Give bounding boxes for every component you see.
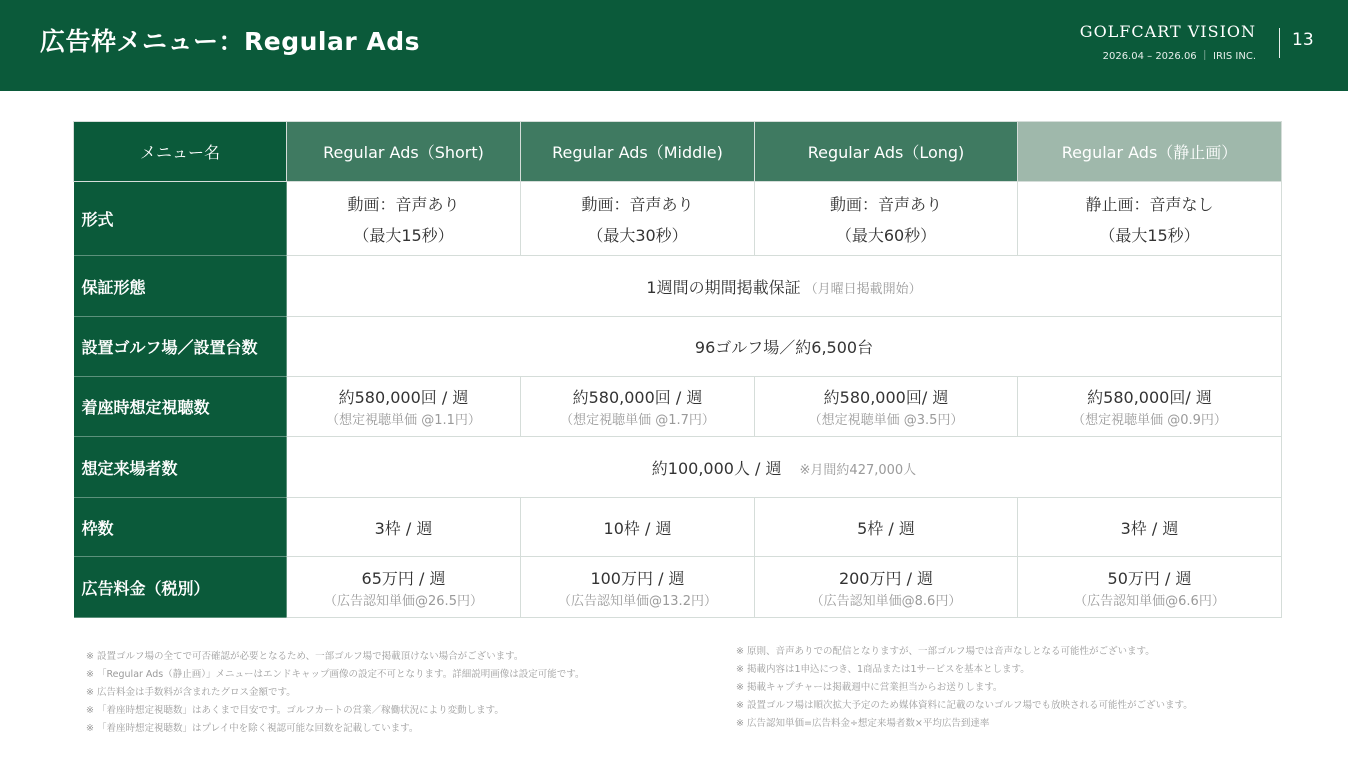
format-cell xyxy=(287,182,521,256)
price-unit: （広告認知単価@26.5円） xyxy=(324,593,483,609)
footnotes-right xyxy=(736,643,1193,733)
price-cell xyxy=(755,557,1018,618)
views-value: 約580,000回/ 週 xyxy=(823,388,949,407)
views-unit-price: （想定視聴単価 @0.9円） xyxy=(1072,413,1227,428)
slots-cell: 10枠 / 週 xyxy=(521,498,755,557)
format-cell xyxy=(1018,182,1282,256)
row-views xyxy=(74,377,1282,437)
column-still: Regular Ads（静止画） xyxy=(1018,122,1282,182)
column-long: Regular Ads（Long) xyxy=(755,122,1018,182)
price-value: 50万円 / 週 xyxy=(1107,568,1192,588)
views-cell xyxy=(521,377,755,437)
footnote: ※ 「着座時想定視聴数」はあくまで目安です。ゴルフカートの営業／稼働状況により変動します。 xyxy=(86,705,504,716)
guarantee-note: （月曜日掲載開始） xyxy=(804,281,922,297)
price-unit: （広告認知単価@6.6円） xyxy=(1074,593,1225,609)
row-label-format: 形式 xyxy=(74,182,287,256)
row-label-guarantee: 保証形態 xyxy=(74,256,287,317)
footnote: ※ 「Regular Ads（静止画）」メニューはエンドキャップ画像の設定不可となります。詳細説明画像は設定可能です。 xyxy=(86,669,585,680)
slots-cell: 5枠 / 週 xyxy=(755,498,1018,557)
views-value: 約580,000回/ 週 xyxy=(1087,388,1212,407)
price-value: 100万円 / 週 xyxy=(590,568,685,588)
header-bar xyxy=(0,0,1348,91)
visitors-cell xyxy=(287,437,1282,498)
footnote: ※ 広告料金は手数料が含まれたグロス金額です。 xyxy=(86,687,296,698)
views-value: 約580,000回 / 週 xyxy=(338,388,469,407)
format-length: （最大60秒） xyxy=(835,225,937,245)
price-cell xyxy=(287,557,521,618)
page-number: 13 xyxy=(1292,30,1314,50)
footnote: ※ 設置ゴルフ場の全てで可否確認が必要となるため、一部ゴルフ場で掲載頂けない場合がございます。 xyxy=(86,651,524,662)
page-title: 広告枠メニュー：Regular Ads xyxy=(40,27,420,56)
format-length: （最大30秒） xyxy=(587,225,688,245)
row-slots xyxy=(74,498,1282,557)
format-cell xyxy=(755,182,1018,256)
price-value: 200万円 / 週 xyxy=(838,568,934,588)
price-value: 65万円 / 週 xyxy=(361,568,446,588)
row-visitors xyxy=(74,437,1282,498)
format-type: 動画：音声あり xyxy=(347,194,460,214)
footnote: ※ 原則、音声ありでの配信となりますが、一部ゴルフ場では音声なしとなる可能性がございます。 xyxy=(736,646,1155,657)
visitors-value: 約100,000人 / 週 xyxy=(651,458,782,478)
footnote: ※ 広告認知単価=広告料金÷想定来場者数×平均広告到達率 xyxy=(736,718,990,729)
slots-cell: 3枠 / 週 xyxy=(287,498,521,557)
period-label: 2026.04 – 2026.06 ｜ IRIS INC. xyxy=(1102,51,1256,62)
corner-label: メニュー名 xyxy=(74,122,287,182)
footnote: ※ 設置ゴルフ場は順次拡大予定のため媒体資料に記載のないゴルフ場でも放映される可能性がございます。 xyxy=(736,700,1193,711)
views-cell xyxy=(287,377,521,437)
guarantee-value: 1週間の期間掲載保証 xyxy=(646,277,801,297)
format-cell xyxy=(521,182,755,256)
views-cell xyxy=(755,377,1018,437)
price-cell xyxy=(1018,557,1282,618)
column-short: Regular Ads（Short) xyxy=(287,122,521,182)
footnote: ※ 掲載キャプチャーは掲載週中に営業担当からお送りします。 xyxy=(736,682,1003,693)
footnote: ※ 「着座時想定視聴数」はプレイ中を除く視認可能な回数を記載しています。 xyxy=(86,723,419,734)
format-type: 動画：音声あり xyxy=(581,194,694,214)
row-guarantee xyxy=(74,256,1282,317)
row-label-courses: 設置ゴルフ場／設置台数 xyxy=(74,317,287,377)
header-divider xyxy=(1279,28,1280,58)
format-type: 動画：音声あり xyxy=(829,194,942,214)
brand-block xyxy=(1080,22,1256,62)
format-type: 静止画：音声なし xyxy=(1085,194,1214,214)
price-unit: （広告認知単価@8.6円） xyxy=(810,593,962,609)
price-unit: （広告認知単価@13.2円） xyxy=(558,593,717,609)
views-unit-price: （想定視聴単価 @1.7円） xyxy=(560,413,715,428)
row-label-slots: 枠数 xyxy=(74,498,287,557)
row-courses xyxy=(74,317,1282,377)
column-middle: Regular Ads（Middle) xyxy=(521,122,755,182)
row-label-visitors: 想定来場者数 xyxy=(74,437,287,498)
price-cell xyxy=(521,557,755,618)
ad-menu-table xyxy=(73,121,1282,618)
views-unit-price: （想定視聴単価 @3.5円） xyxy=(808,413,964,428)
slots-cell: 3枠 / 週 xyxy=(1018,498,1282,557)
visitors-note: ※月間約427,000人 xyxy=(799,462,917,478)
format-length: （最大15秒） xyxy=(1099,225,1200,245)
row-price xyxy=(74,557,1282,618)
row-label-views: 着座時想定視聴数 xyxy=(74,377,287,437)
views-value: 約580,000回 / 週 xyxy=(572,388,703,407)
views-unit-price: （想定視聴単価 @1.1円） xyxy=(326,413,481,428)
guarantee-cell xyxy=(287,256,1282,317)
footnotes-left xyxy=(86,648,584,738)
table-header-row xyxy=(74,122,1282,182)
format-length: （最大15秒） xyxy=(353,225,454,245)
footnote: ※ 掲載内容は1申込につき、1商品または1サービスを基本とします。 xyxy=(736,664,1030,675)
brand-name: GOLFCART VISION xyxy=(1079,22,1256,41)
row-label-price: 広告料金（税別） xyxy=(74,557,287,618)
views-cell xyxy=(1018,377,1282,437)
courses-cell: 96ゴルフ場／約6,500台 xyxy=(287,317,1282,377)
row-format xyxy=(74,182,1282,256)
